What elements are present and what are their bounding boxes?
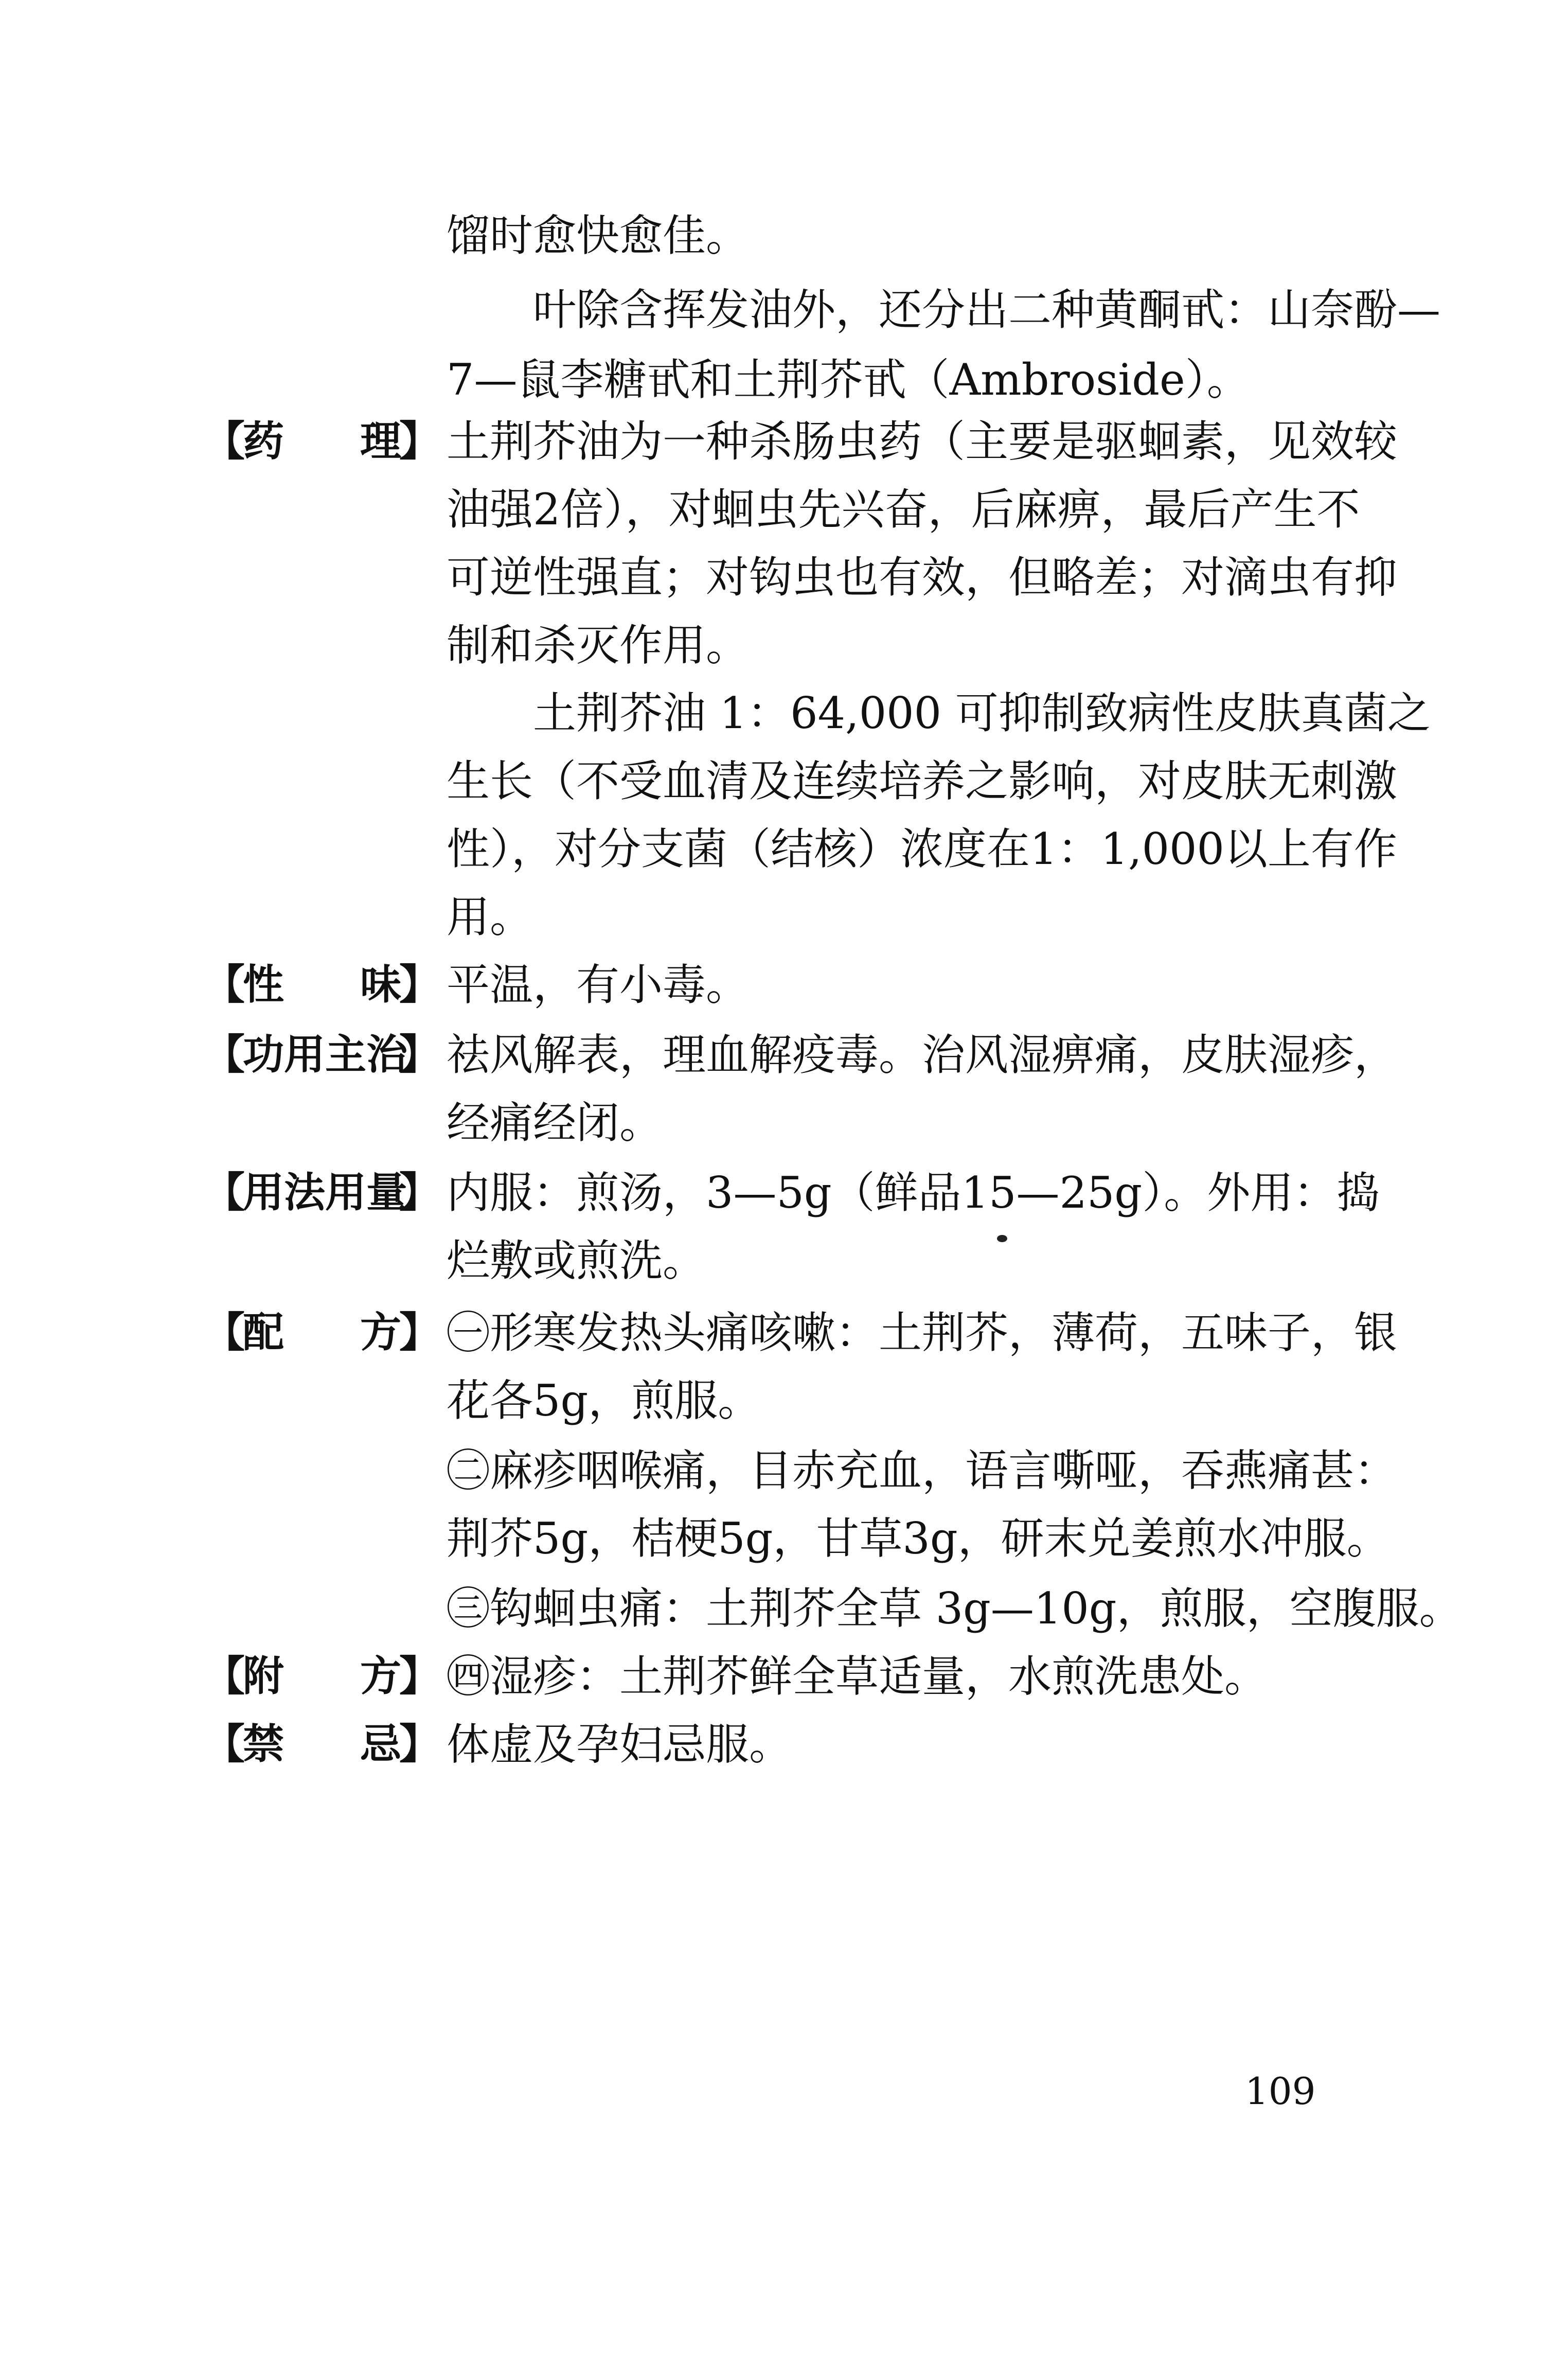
text-line: 叶除含挥发油外，还分出二种黄酮甙：山奈酚—	[533, 285, 1441, 335]
bracket-close: 】	[399, 1720, 440, 1768]
bracket-close: 】	[399, 1031, 440, 1079]
section-label-contraindication	[204, 1712, 440, 1776]
section-label-pharmacology	[204, 410, 440, 473]
text-line: 油强2倍），对蛔虫先兴奋，后麻痹，最后产生不	[447, 484, 1360, 535]
bracket-open: 【	[204, 1652, 245, 1700]
label-text: 药理	[243, 417, 401, 465]
text-line: 7—鼠李糖甙和土荆芥甙（Ambroside）。	[447, 355, 1250, 405]
label-text: 附方	[243, 1652, 401, 1700]
text-line: ㊀形寒发热头痛咳嗽：土荆芥，薄荷，五味子，银	[447, 1307, 1398, 1358]
bracket-close: 】	[399, 417, 440, 465]
text-line: ㊁麻疹咽喉痛，目赤充血，语言嘶哑，吞燕痛甚：	[447, 1445, 1398, 1496]
bracket-open: 【	[204, 1169, 245, 1216]
bracket-close: 】	[399, 1169, 440, 1216]
label-text: 功用主治	[243, 1031, 407, 1079]
text-line: 体虚及孕妇忌服。	[447, 1719, 793, 1770]
text-line: 祛风解表，理血解疫毒。治风湿痹痛，皮肤湿疹，	[447, 1030, 1398, 1080]
bracket-close: 】	[399, 1309, 440, 1356]
text-line: 用。	[447, 892, 533, 942]
text-line: 经痛经闭。	[447, 1098, 663, 1148]
text-line: ㊃湿疹：土荆芥鲜全草适量，水煎洗患处。	[447, 1651, 1268, 1702]
label-text: 用法用量	[243, 1169, 407, 1216]
text-line: 花各5g，煎服。	[447, 1375, 761, 1426]
section-label-usage	[204, 1161, 440, 1225]
text-line: 制和杀灭作用。	[447, 620, 750, 670]
stray-ink-dot	[997, 1235, 1007, 1242]
text-line: 馏时愈快愈佳。	[447, 210, 750, 261]
label-text: 禁忌	[243, 1720, 401, 1768]
text-line: 生长（不受血清及连续培养之影响，对皮肤无刺激	[447, 756, 1398, 806]
text-line: 可逆性强直；对钩虫也有效，但略差；对滴虫有抑	[447, 552, 1398, 603]
text-line: 平温，有小毒。	[447, 960, 750, 1010]
text-line: 烂敷或煎洗。	[447, 1235, 706, 1286]
section-label-appendix	[204, 1645, 440, 1708]
bracket-open: 【	[204, 417, 245, 465]
bracket-open: 【	[204, 1031, 245, 1079]
text-line: 土荆芥油为一种杀肠虫药（主要是驱蛔素，见效较	[447, 416, 1398, 467]
section-label-function	[204, 1023, 440, 1087]
text-line: ㊂钩蛔虫痛：土荆芥全草 3g—10g，煎服，空腹服。	[447, 1583, 1463, 1634]
section-label-taste	[204, 953, 440, 1017]
label-text: 性味	[243, 961, 401, 1009]
bracket-close: 】	[399, 961, 440, 1009]
text-line: 荆芥5g，桔梗5g，甘草3g，研末兑姜煎水冲服。	[447, 1513, 1390, 1564]
bracket-open: 【	[204, 961, 245, 1009]
bracket-open: 【	[204, 1720, 245, 1768]
bracket-open: 【	[204, 1309, 245, 1356]
text-line: 内服：煎汤，3—5g（鲜品15—25g）。外用：捣	[447, 1168, 1380, 1218]
page-number: 109	[1245, 2070, 1316, 2113]
text-line: 性），对分支菌（结核）浓度在1：1,000以上有作	[447, 824, 1397, 874]
bracket-close: 】	[399, 1652, 440, 1700]
section-label-formula	[204, 1301, 440, 1365]
text-line: 土荆芥油 1：64,000 可抑制致病性皮肤真菌之	[533, 688, 1431, 738]
label-text: 配方	[243, 1309, 401, 1356]
